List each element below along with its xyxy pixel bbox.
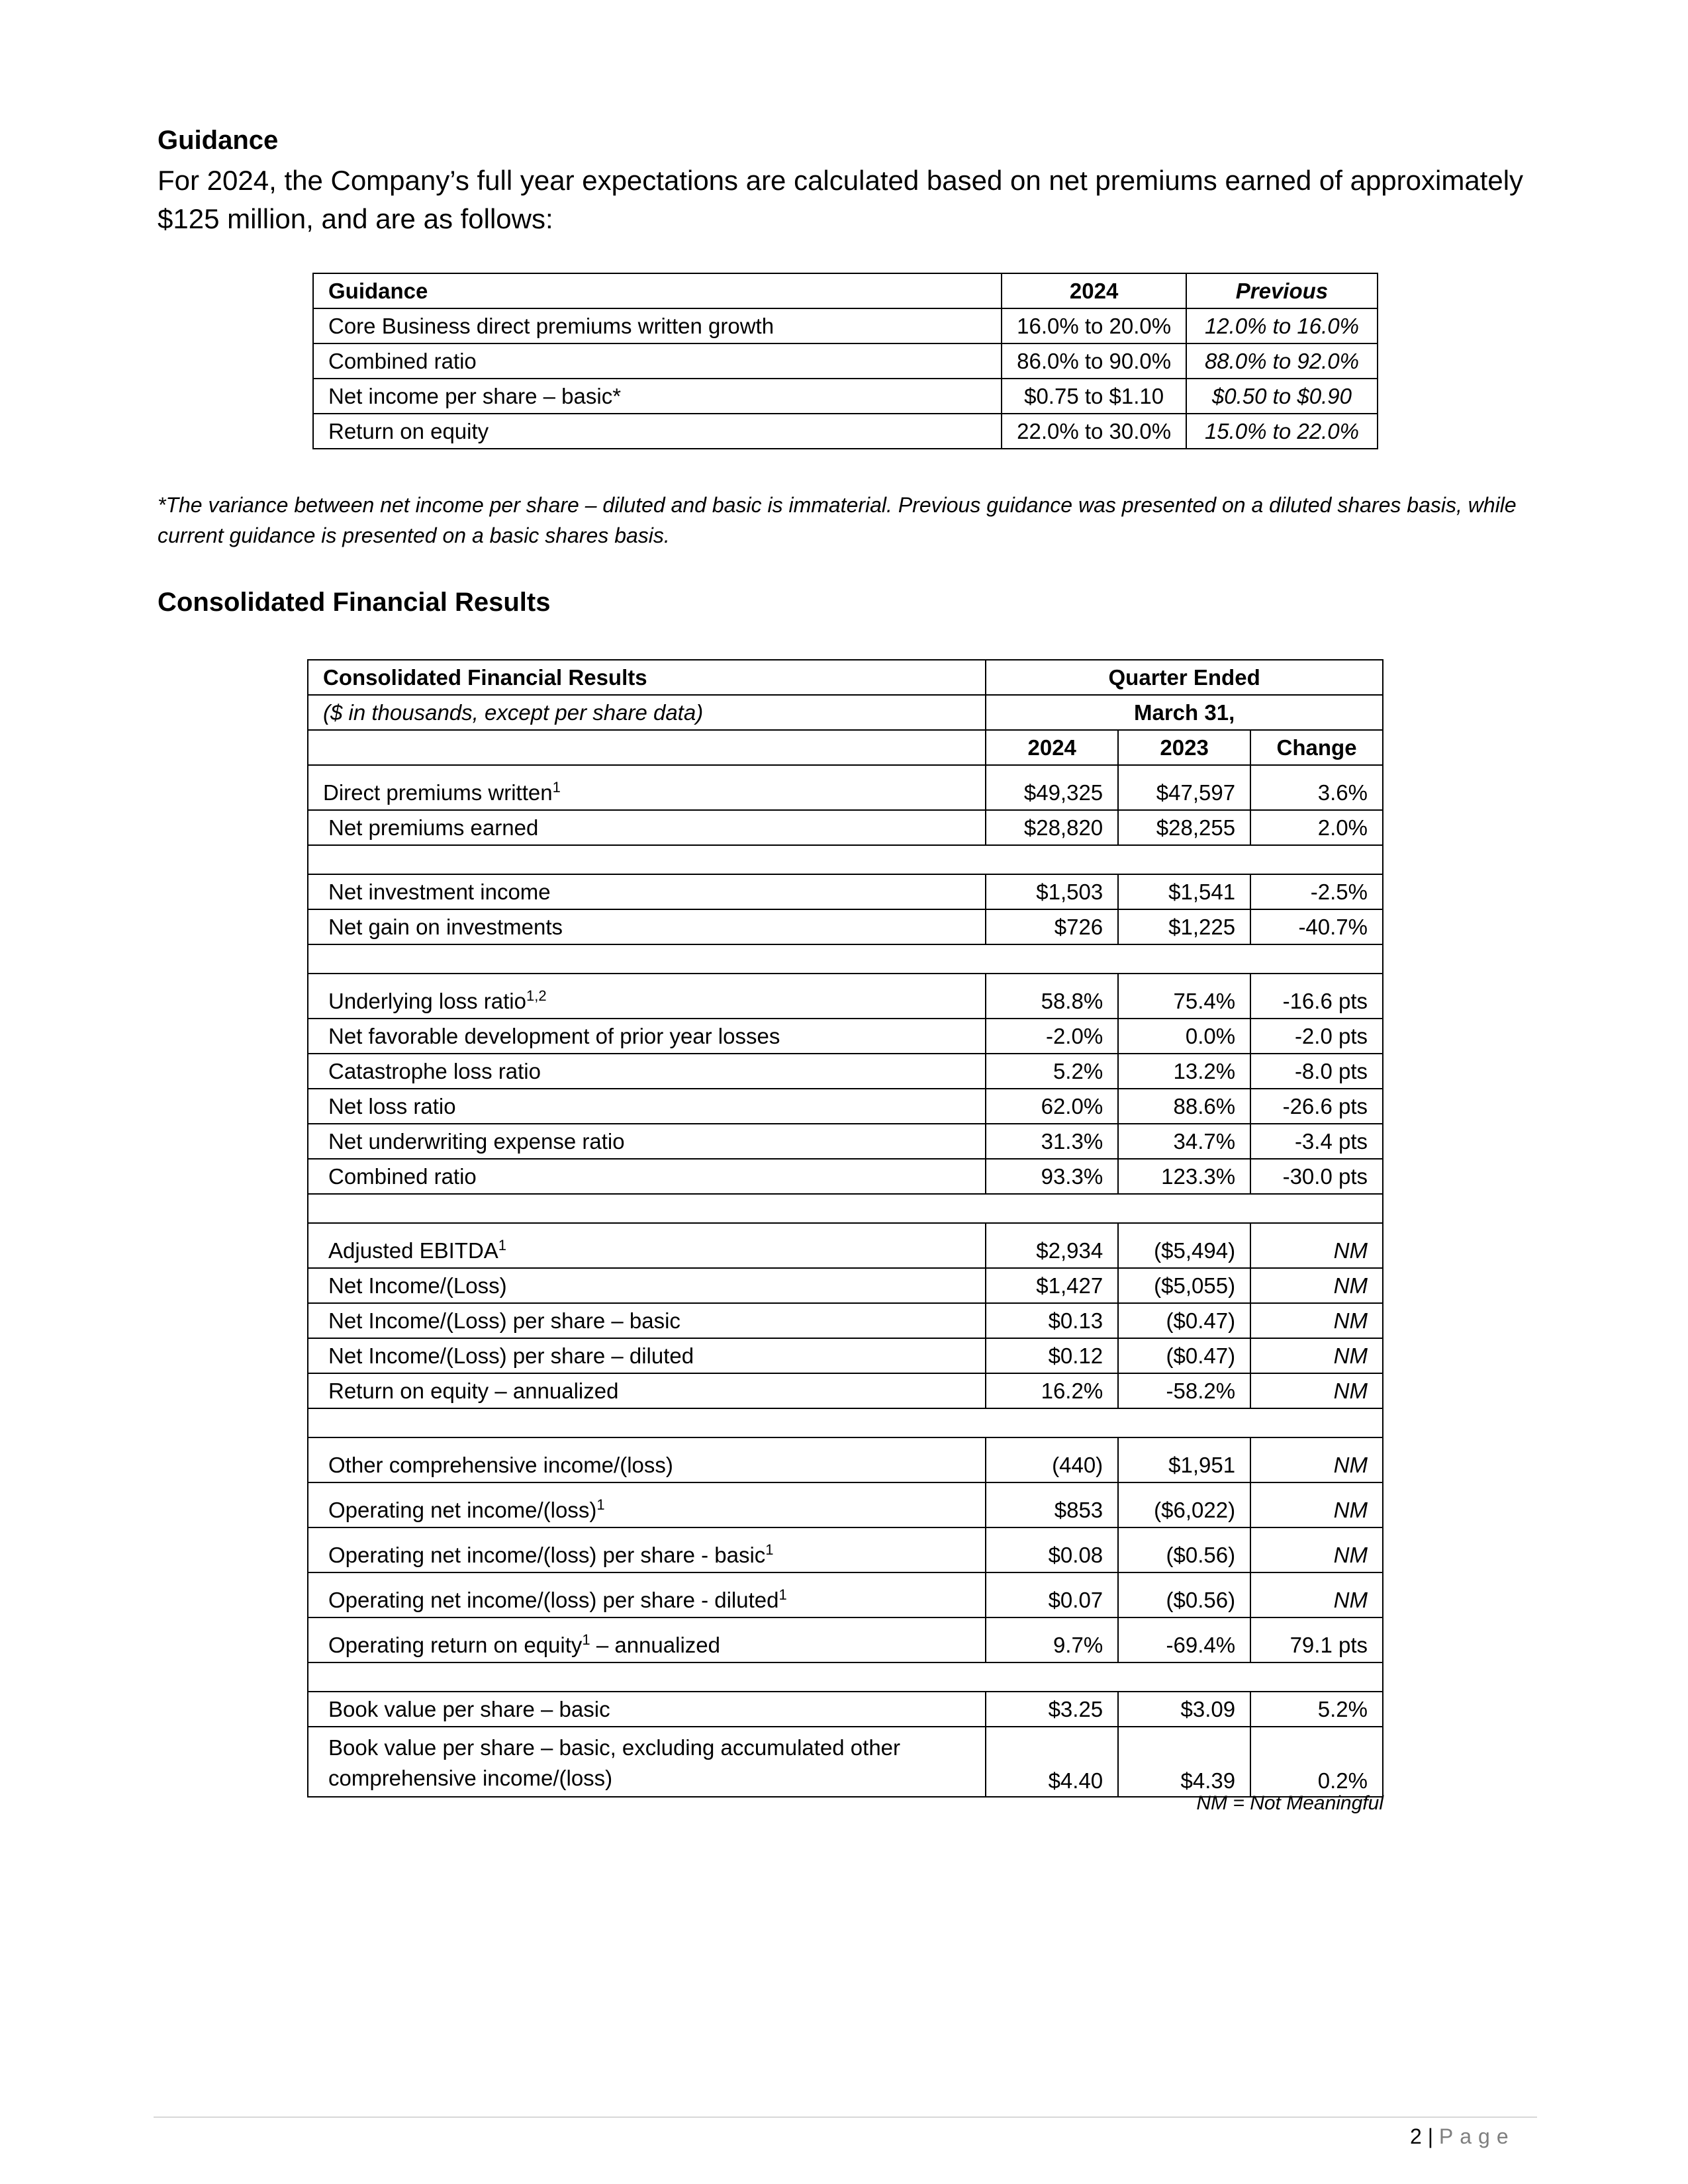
change-value: NM	[1250, 1373, 1383, 1408]
table-row	[308, 974, 1383, 1019]
row-label	[308, 1124, 986, 1159]
value-2023: -69.4%	[1118, 1617, 1250, 1662]
footnote-marker: 1	[596, 1496, 605, 1513]
spacer-row	[308, 944, 1383, 974]
spacer-cell	[308, 1408, 1383, 1437]
table-title: Consolidated Financial Results	[308, 660, 986, 695]
page-number-separator: |	[1427, 2124, 1433, 2148]
table-row	[308, 1124, 1383, 1159]
table-row	[308, 1527, 1383, 1572]
row-label	[308, 874, 986, 909]
row-previous: 88.0% to 92.0%	[1186, 343, 1378, 379]
table-row	[308, 1268, 1383, 1303]
value-2023: ($6,022)	[1118, 1482, 1250, 1527]
row-label	[308, 974, 986, 1019]
consolidated-heading: Consolidated Financial Results	[158, 588, 551, 617]
table-subtitle: ($ in thousands, except per share data)	[308, 695, 986, 730]
change-value: -3.4 pts	[1250, 1124, 1383, 1159]
change-value: -16.6 pts	[1250, 974, 1383, 1019]
row-label	[308, 1223, 986, 1268]
value-2023: $47,597	[1118, 765, 1250, 810]
table-row	[308, 1692, 1383, 1727]
change-value: 3.6%	[1250, 765, 1383, 810]
change-value: NM	[1250, 1338, 1383, 1373]
page-label: Page	[1438, 2124, 1515, 2148]
footer-divider	[154, 2116, 1537, 2118]
value-2023: $1,951	[1118, 1437, 1250, 1482]
value-2024: 9.7%	[986, 1617, 1118, 1662]
table-subtitle-row	[308, 695, 1383, 730]
row-previous: $0.50 to $0.90	[1186, 379, 1378, 414]
footnote-marker: 1	[552, 779, 561, 796]
row-label-text: Book value per share – basic	[328, 1696, 610, 1721]
change-value: 5.2%	[1250, 1692, 1383, 1727]
row-label-text: Net Income/(Loss)	[328, 1273, 507, 1298]
value-2023: $3.09	[1118, 1692, 1250, 1727]
guidance-footnote: *The variance between net income per share – diluted and basic is immaterial. Previous guidance was presented on a diluted shares basis, while current guidance is presented on a basic shares basis.	[158, 493, 1517, 547]
spacer-cell	[308, 1662, 1383, 1692]
change-value: NM	[1250, 1572, 1383, 1617]
value-2023: ($0.47)	[1118, 1303, 1250, 1338]
consolidated-table-body	[308, 660, 1383, 1797]
row-label	[308, 1303, 986, 1338]
value-2024: $0.07	[986, 1572, 1118, 1617]
value-2023: ($0.56)	[1118, 1527, 1250, 1572]
row-current: 22.0% to 30.0%	[1002, 414, 1186, 449]
value-2023: 123.3%	[1118, 1159, 1250, 1194]
spacer-cell	[308, 944, 1383, 974]
value-2024: $3.25	[986, 1692, 1118, 1727]
row-label-text: Operating net income/(loss) per share - diluted	[328, 1588, 779, 1612]
consolidated-table	[307, 659, 1383, 1797]
table-row	[308, 1482, 1383, 1527]
value-2024: $1,427	[986, 1268, 1118, 1303]
col-2023-header: 2023	[1118, 730, 1250, 765]
footnote-marker: 1,2	[526, 987, 547, 1004]
value-2024: $0.08	[986, 1527, 1118, 1572]
table-row	[308, 1303, 1383, 1338]
row-previous: 15.0% to 22.0%	[1186, 414, 1378, 449]
guidance-heading: Guidance	[158, 126, 279, 155]
change-value: -2.0 pts	[1250, 1019, 1383, 1054]
table-row	[308, 1727, 1383, 1797]
row-label: Combined ratio	[313, 343, 1002, 379]
change-value: NM	[1250, 1223, 1383, 1268]
value-2023: $4.39	[1118, 1727, 1250, 1797]
table-header-row	[313, 273, 1378, 308]
value-2024: 62.0%	[986, 1089, 1118, 1124]
row-label-text: Operating net income/(loss)	[328, 1498, 597, 1522]
value-2023: 88.6%	[1118, 1089, 1250, 1124]
row-label	[308, 1054, 986, 1089]
table-row	[308, 765, 1383, 810]
change-value: 2.0%	[1250, 810, 1383, 845]
value-2024: $726	[986, 909, 1118, 944]
row-label-text: Net premiums earned	[328, 815, 539, 840]
row-label	[308, 909, 986, 944]
value-2023: 34.7%	[1118, 1124, 1250, 1159]
table-row	[308, 1572, 1383, 1617]
row-label	[308, 1482, 986, 1527]
spacer-cell	[308, 1194, 1383, 1223]
spacer-row	[308, 1194, 1383, 1223]
row-label-text: Net underwriting expense ratio	[328, 1128, 625, 1154]
change-value: -40.7%	[1250, 909, 1383, 944]
table-row	[308, 1159, 1383, 1194]
spacer-row	[308, 845, 1383, 874]
row-label-text: Net Income/(Loss) per share – basic	[328, 1308, 680, 1333]
table-row	[308, 810, 1383, 845]
row-current: 86.0% to 90.0%	[1002, 343, 1186, 379]
spacer-cell	[308, 845, 1383, 874]
table-row	[313, 414, 1378, 449]
row-label: Core Business direct premiums written growth	[313, 308, 1002, 343]
value-2023: 75.4%	[1118, 974, 1250, 1019]
footnote-marker: 1	[582, 1631, 590, 1648]
value-2023: ($0.47)	[1118, 1338, 1250, 1373]
row-label	[308, 1268, 986, 1303]
guidance-table	[312, 273, 1378, 449]
table-row	[313, 308, 1378, 343]
table-row	[308, 1617, 1383, 1662]
period-date: March 31,	[986, 695, 1383, 730]
row-label	[308, 1527, 986, 1572]
value-2023: 0.0%	[1118, 1019, 1250, 1054]
row-label-text: Return on equity – annualized	[328, 1378, 619, 1403]
change-value: NM	[1250, 1482, 1383, 1527]
table-row	[308, 1373, 1383, 1408]
value-2024: 93.3%	[986, 1159, 1118, 1194]
period-header: Quarter Ended	[986, 660, 1383, 695]
value-2024: $0.13	[986, 1303, 1118, 1338]
blank-header-cell	[308, 730, 986, 765]
change-value: 79.1 pts	[1250, 1617, 1383, 1662]
change-value: 0.2%	[1250, 1727, 1383, 1797]
value-2024: $4.40	[986, 1727, 1118, 1797]
change-value: -30.0 pts	[1250, 1159, 1383, 1194]
row-label-text: Direct premiums written	[323, 780, 553, 805]
value-2024: $28,820	[986, 810, 1118, 845]
change-value: NM	[1250, 1268, 1383, 1303]
row-label	[308, 810, 986, 845]
change-value: NM	[1250, 1303, 1383, 1338]
row-label	[308, 1727, 986, 1797]
table-row	[308, 1437, 1383, 1482]
row-label	[308, 1159, 986, 1194]
row-label	[308, 1692, 986, 1727]
row-previous: 12.0% to 16.0%	[1186, 308, 1378, 343]
page-number	[1410, 2124, 1515, 2149]
guidance-intro: For 2024, the Company’s full year expectations are calculated based on net premiums earned of approximately $125 million, and are as follows:	[158, 165, 1524, 234]
row-label-text: Book value per share – basic, excluding accumulated other comprehensive income/(loss)	[328, 1735, 901, 1790]
row-label	[308, 1089, 986, 1124]
row-label-text: Catastrophe loss ratio	[328, 1058, 541, 1083]
row-current: $0.75 to $1.10	[1002, 379, 1186, 414]
row-label: Return on equity	[313, 414, 1002, 449]
table-row	[313, 379, 1378, 414]
col-change-header: Change	[1250, 730, 1383, 765]
row-label-text: Operating return on equity	[328, 1633, 583, 1657]
table-row	[308, 1089, 1383, 1124]
footnote-marker: 1	[778, 1586, 787, 1603]
value-2023: $1,225	[1118, 909, 1250, 944]
value-2024: $2,934	[986, 1223, 1118, 1268]
table-title-row	[308, 660, 1383, 695]
table-column-header-row	[308, 730, 1383, 765]
value-2023: ($5,494)	[1118, 1223, 1250, 1268]
value-2024: 58.8%	[986, 974, 1118, 1019]
row-label: Net income per share – basic*	[313, 379, 1002, 414]
value-2024: 16.2%	[986, 1373, 1118, 1408]
value-2024: 31.3%	[986, 1124, 1118, 1159]
value-2023: $28,255	[1118, 810, 1250, 845]
footnote-marker: 1	[498, 1237, 507, 1253]
value-2024: 5.2%	[986, 1054, 1118, 1089]
change-value: -26.6 pts	[1250, 1089, 1383, 1124]
nm-note: NM = Not Meaningful	[1196, 1792, 1383, 1814]
value-2023: -58.2%	[1118, 1373, 1250, 1408]
row-label	[308, 1338, 986, 1373]
spacer-row	[308, 1662, 1383, 1692]
row-current: 16.0% to 20.0%	[1002, 308, 1186, 343]
change-value: -8.0 pts	[1250, 1054, 1383, 1089]
value-2024: $49,325	[986, 765, 1118, 810]
row-label-text: Adjusted EBITDA	[328, 1238, 498, 1263]
row-label	[308, 1373, 986, 1408]
row-label-text: Operating net income/(loss) per share - basic	[328, 1543, 766, 1567]
value-2024: (440)	[986, 1437, 1118, 1482]
row-label	[308, 765, 986, 810]
row-label-text: Net investment income	[328, 879, 551, 904]
footnote-marker: 1	[765, 1541, 774, 1558]
row-label-text: Combined ratio	[328, 1163, 477, 1189]
table-row	[308, 1019, 1383, 1054]
row-label	[308, 1617, 986, 1662]
row-label-text: Net gain on investments	[328, 914, 563, 939]
spacer-row	[308, 1408, 1383, 1437]
row-label-text: Net favorable development of prior year losses	[328, 1023, 780, 1048]
table-row	[308, 1054, 1383, 1089]
row-label-text: Other comprehensive income/(loss)	[328, 1453, 673, 1477]
change-value: NM	[1250, 1527, 1383, 1572]
value-2023: 13.2%	[1118, 1054, 1250, 1089]
header-guidance: Guidance	[313, 273, 1002, 308]
value-2023: ($0.56)	[1118, 1572, 1250, 1617]
row-label-text: Net Income/(Loss) per share – diluted	[328, 1343, 694, 1368]
table-row	[308, 874, 1383, 909]
row-label-text: Net loss ratio	[328, 1093, 456, 1118]
row-label	[308, 1572, 986, 1617]
value-2024: $853	[986, 1482, 1118, 1527]
header-previous: Previous	[1186, 273, 1378, 308]
page-number-value: 2	[1410, 2124, 1422, 2148]
col-2024-header: 2024	[986, 730, 1118, 765]
row-label-text: Underlying loss ratio	[328, 989, 526, 1013]
table-row	[308, 1223, 1383, 1268]
value-2024: $1,503	[986, 874, 1118, 909]
table-row	[313, 343, 1378, 379]
change-value: -2.5%	[1250, 874, 1383, 909]
value-2023: $1,541	[1118, 874, 1250, 909]
value-2024: $0.12	[986, 1338, 1118, 1373]
row-label-suffix: – annualized	[590, 1633, 720, 1657]
header-2024: 2024	[1002, 273, 1186, 308]
table-row	[308, 909, 1383, 944]
value-2023: ($5,055)	[1118, 1268, 1250, 1303]
value-2024: -2.0%	[986, 1019, 1118, 1054]
table-row	[308, 1338, 1383, 1373]
change-value: NM	[1250, 1437, 1383, 1482]
row-label	[308, 1437, 986, 1482]
row-label	[308, 1019, 986, 1054]
